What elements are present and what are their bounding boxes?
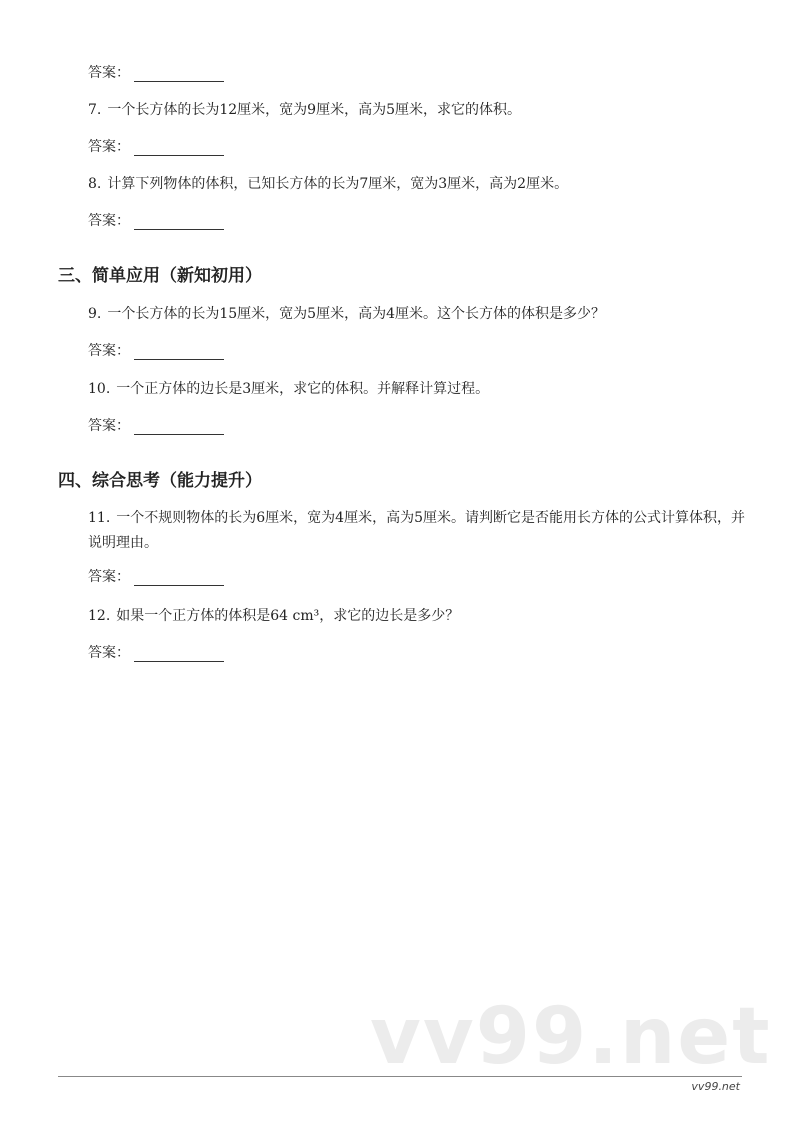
answer-line-7 xyxy=(88,136,224,156)
section-heading-4: 四、综合思考（能力提升） xyxy=(58,471,262,491)
answer-label: 答案： xyxy=(88,65,130,81)
answer-line-9 xyxy=(88,340,224,360)
question-number: 8. xyxy=(88,176,102,192)
question-number: 9. xyxy=(88,306,102,322)
answer-line-11 xyxy=(88,566,224,586)
answer-label: 答案： xyxy=(88,418,130,434)
answer-label: 答案： xyxy=(88,645,130,661)
question-number: 12. xyxy=(88,608,111,624)
question-text: 一个不规则物体的长为6厘米，宽为4厘米，高为5厘米。请判断它是否能用长方体的公式计算体积，并说明理由。 xyxy=(88,510,745,551)
watermark: vv99.net xyxy=(370,992,772,1082)
question-7 xyxy=(88,98,748,123)
answer-label: 答案： xyxy=(88,343,130,359)
question-text: 一个正方体的边长是3厘米，求它的体积。并解释计算过程。 xyxy=(116,381,490,397)
answer-blank[interactable] xyxy=(134,420,224,435)
answer-line-6 xyxy=(88,62,224,82)
question-text: 如果一个正方体的体积是64 cm³，求它的边长是多少？ xyxy=(116,608,460,624)
question-12 xyxy=(88,604,748,629)
question-text: 一个长方体的长为15厘米，宽为5厘米，高为4厘米。这个长方体的体积是多少？ xyxy=(107,306,605,322)
answer-label: 答案： xyxy=(88,569,130,585)
answer-line-10 xyxy=(88,415,224,435)
question-number: 10. xyxy=(88,381,111,397)
answer-label: 答案： xyxy=(88,213,130,229)
answer-blank[interactable] xyxy=(134,141,224,156)
section-heading-3: 三、简单应用（新知初用） xyxy=(58,266,262,286)
question-10 xyxy=(88,377,748,402)
answer-blank[interactable] xyxy=(134,67,224,82)
question-text: 计算下列物体的体积，已知长方体的长为7厘米，宽为3厘米，高为2厘米。 xyxy=(107,176,569,192)
answer-line-8 xyxy=(88,210,224,230)
question-number: 7. xyxy=(88,102,102,118)
answer-blank[interactable] xyxy=(134,647,224,662)
answer-blank[interactable] xyxy=(134,215,224,230)
question-8 xyxy=(88,172,748,197)
answer-label: 答案： xyxy=(88,139,130,155)
question-11 xyxy=(88,506,748,556)
answer-blank[interactable] xyxy=(134,571,224,586)
answer-blank[interactable] xyxy=(134,345,224,360)
question-9 xyxy=(88,302,748,327)
question-number: 11. xyxy=(88,510,111,526)
answer-line-12 xyxy=(88,642,224,662)
question-text: 一个长方体的长为12厘米，宽为9厘米，高为5厘米，求它的体积。 xyxy=(107,102,521,118)
footer-rule xyxy=(58,1076,742,1077)
footer-site: vv99.net xyxy=(691,1080,740,1093)
